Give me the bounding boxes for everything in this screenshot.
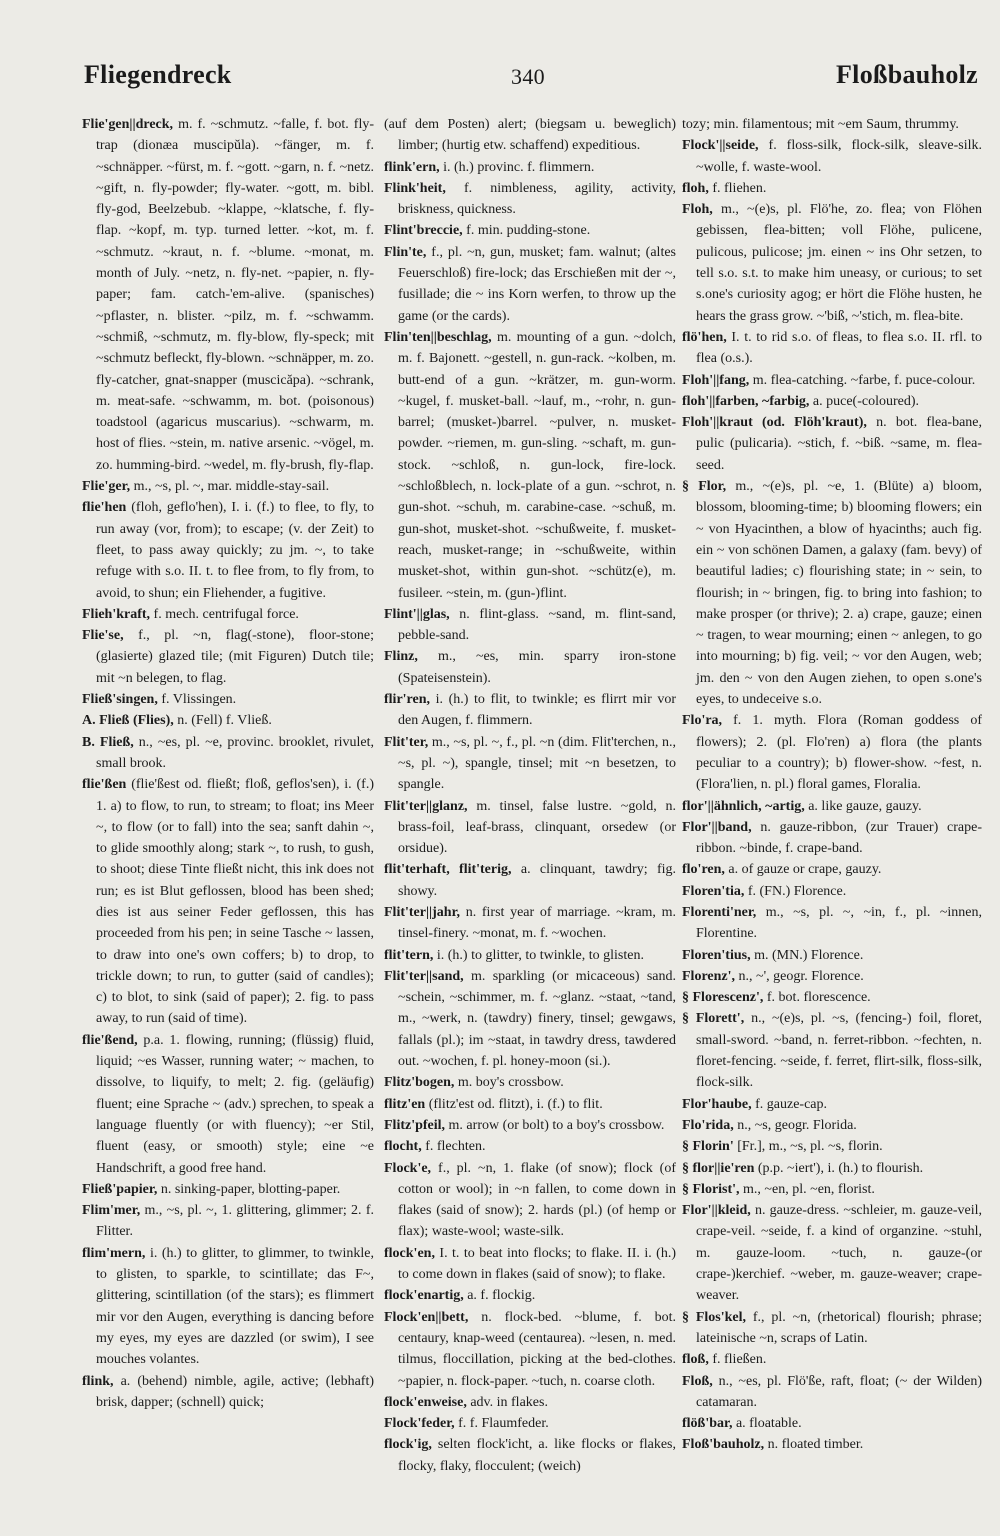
entry-headword: Flint'breccie, [384,223,463,239]
entry-definition: a. clinquant, tawdry; fig. showy. [398,862,676,899]
dictionary-entry [82,689,374,710]
entry-definition: f. fließen. [712,1352,767,1368]
dictionary-entry [384,1158,676,1243]
entry-definition: m. mounting of a gun. ~dolch, m. f. Bajonett. ~gestell, n. gun-rack. ~kolben, m. butt-end of a gun. ~krätzer, m. gun-worm. ~kugel, f. musket-ball. ~lauf, m., ~rohr, n. gun-barrel; (musket-)barrel. ~pulver, n. musket-powder. ~riemen, m. gun-sling. ~schaft, m. gun-stock. ~schloß, n. gun-lock, fire-lock. ~schloßblech, n. lock-plate of a gun. ~schrot, n. gun-shot. ~schuh, m. carabine-case. ~schuß, m. gun-shot, musket-shot. ~schußweite, f. musket-reach, musket-range; in ~schußweite, within musket-shot, within gun-shot. ~schütz(e), m. fusileer. ~stein, m. (gun-)flint. [398,329,676,601]
page-number: 340 [511,64,545,89]
dictionary-entry [682,1094,982,1115]
entry-headword: Flin'te, [384,244,427,260]
entry-headword: § Florett', [682,1011,745,1027]
entry-headword: Floß, [682,1373,713,1389]
entry-headword: § flor||ie'ren [682,1160,755,1176]
dictionary-entry [384,1072,676,1093]
entry-headword: § Flor, [682,479,727,495]
entry-definition: n. first year of marriage. ~kram, m. tinsel-finery. ~monat, m. f. ~wochen. [398,904,676,942]
dictionary-entry [384,220,676,241]
entry-headword: Flit'ter, [384,734,429,750]
dictionary-entry [384,604,676,647]
dictionary-entry [682,1158,982,1179]
entry-headword: Flim'mer, [82,1203,141,1219]
dictionary-entry [682,1136,982,1157]
dictionary-entry [682,114,982,135]
column-middle [384,114,676,1474]
entry-headword: Flit'ter||glanz, [384,798,468,814]
entry-headword: Flo'rida, [682,1117,734,1133]
entry-definition: n. gauze-ribbon, (zur Trauer) crape-ribbon. ~binde, f. crape-band. [696,819,982,857]
entry-definition: n. flint-glass. ~sand, m. flint-sand, pebble-sand. [398,606,676,644]
entry-definition: f. min. pudding-stone. [466,223,591,239]
dictionary-entry [682,817,982,860]
entry-headword: Flit'ter||jahr, [384,904,461,920]
entry-definition: a. floatable. [735,1416,802,1432]
entry-definition: n., ~es, pl. Flö'ße, raft, float; (~ der Wilden) catamaran. [696,1373,982,1410]
dictionary-entry [384,689,676,732]
dictionary-entry [682,796,982,817]
entry-definition: (floh, geflo'hen), I. i. (f.) to flee, to fly, to run away (vor, from); to escape; (v. der Zeit) to fleet, to pass away quickly; zu jm. ~, to take refuge with s.o. II. t. to flee from, to fly from, to avoid, to shun; ein Fliehender, a fugitive. [96,500,374,601]
dictionary-entry [682,710,982,795]
entry-definition: f. f. Flaumfeder. [458,1416,549,1432]
dictionary-entry [384,859,676,902]
dictionary-entry [82,604,374,625]
entry-definition: f. bot. florescence. [766,990,871,1006]
entry-definition: f. mech. centrifugal force. [153,606,299,622]
dictionary-entry [384,1307,676,1392]
entry-headword: floh, [682,180,709,196]
dictionary-entry [682,135,982,178]
entry-definition: i. (h.) to glitter, to glimmer, to twinkle, to glisten, to sparkle, to scintillate; das F~, glittering, scintillation (of the stars); es flimmert mir vor den Augen, everything is dancing before my eyes, my eyes are dazzled (or swim), I see mouches volantes. [96,1245,374,1368]
entry-headword: Flie'se, [82,628,124,644]
running-head-left: Fliegendreck [84,60,232,89]
entry-headword: Flor'||kleid, [682,1203,751,1219]
entry-headword: Flie'gen||dreck, [82,117,174,132]
dictionary-entry [682,859,982,880]
dictionary-entry [682,987,982,1008]
dictionary-entry [682,199,982,327]
entry-headword: Fließ'singen, [82,692,158,708]
entry-headword: flöß'bar, [682,1416,733,1432]
dictionary-entry [82,1371,374,1414]
entry-definition: f. nimbleness, agility, activity, briskness, quickness. [398,180,676,218]
entry-definition: m., ~s, pl. ~, 1. glittering, glimmer; 2. f. Flitter. [96,1203,374,1240]
entry-headword: flor'||ähnlich, ~artig, [682,798,805,814]
entry-headword: § Florescenz', [682,990,764,1006]
dictionary-entry [82,774,374,1030]
dictionary-entry [682,1115,982,1136]
entry-definition: n., ~es, pl. ~e, provinc. brooklet, rivulet, small brook. [96,734,374,771]
dictionary-entry [682,178,982,199]
entry-definition: tozy; min. filamentous; mit ~em Saum, thrummy. [682,117,959,132]
entry-headword: flink'ern, [384,159,440,175]
entry-headword: Flor'haube, [682,1096,752,1112]
dictionary-entry [82,1200,374,1243]
dictionary-entry [384,157,676,178]
dictionary-entry [384,327,676,604]
entry-definition: i. (h.) provinc. f. flimmern. [443,159,595,175]
entry-definition: a. puce(-coloured). [812,393,919,409]
entry-definition: n. sinking-paper, blotting-paper. [160,1181,341,1197]
dictionary-entry [384,1136,676,1157]
entry-definition: f., pl. ~n, (rhetorical) flourish; phrase; lateinische ~n, scraps of Latin. [696,1309,982,1346]
entry-headword: flit'terhaft, flit'terig, [384,862,512,878]
dictionary-entry [384,1392,676,1413]
dictionary-entry [682,881,982,902]
dictionary-entry [682,1307,982,1350]
entry-headword: floß, [682,1352,709,1368]
entry-headword: flitz'en [384,1096,426,1112]
entry-definition: a. (behend) nimble, agile, active; (lebhaft) brisk, dapper; (schnell) quick; [96,1373,374,1410]
entry-headword: Flinz, [384,649,418,665]
dictionary-entry [682,370,982,391]
dictionary-entry [682,327,982,370]
dictionary-entry [82,1030,374,1179]
dictionary-entry [82,1179,374,1200]
running-head-right: Floßbauholz [835,60,978,89]
dictionary-entry [682,1200,982,1306]
entry-definition: f., pl. ~n, 1. flake (of snow); flock (of cotton or wool); in ~n fallen, to come down in flakes (said of snow); 2. hards (pl.) (of hemp or flax); waste-wool; waste-silk. [398,1160,676,1240]
entry-definition: m. sparkling (or micaceous) sand. ~schein, ~schimmer, m. f. ~glanz. ~staat, ~tand, m., ~werk, n. (tawdry) finery, tinsel; gewgaws, fallals (pl.); im ~staat, in tawdry dress, tawdered out. ~wochen, f. pl. honey-moon (si.). [398,968,676,1070]
entry-headword: flit'tern, [384,947,434,963]
entry-definition: f. 1. myth. Flora (Roman goddess of flowers); 2. (pl. Flo'ren) a) flora (the plants peculiar to a country); b) flower-show. ~fest, n. (Flora'lien, n. pl.) floral games, Floralia. [696,713,982,793]
dictionary-entry [682,1371,982,1414]
dictionary-entry [682,476,982,710]
entry-definition: f., pl. ~n, gun, musket; fam. walnut; (altes Feuerschloß) fire-lock; das Erschießen mit der ~, fusillade; die ~ ins Korn werfen, to throw up the game (or the cards). [398,244,676,324]
dictionary-entry [384,796,676,860]
dictionary-entry [682,902,982,945]
entry-headword: Floren'tia, [682,883,745,899]
entry-definition: [Fr.], m., ~s, pl. ~s, florin. [737,1139,883,1155]
page-header [78,52,978,96]
entry-headword: flock'en, [384,1245,435,1261]
dictionary-entry [384,1434,676,1474]
entry-definition: selten flock'icht, a. like flocks or flakes, flocky, flaky, flocculent; (weich) [398,1437,676,1474]
entry-headword: flock'enweise, [384,1394,467,1410]
entry-definition: n., ~s, geogr. Florida. [737,1117,857,1133]
dictionary-entry [384,966,676,1072]
entry-definition: n. bot. flea-bane, pulic (pulicaria). ~stich, f. ~biß. ~same, m. flea-seed. [696,415,982,473]
entry-definition: I. t. to beat into flocks; to flake. II. i. (h.) to come down in flakes (said of snow); to flake. [398,1245,676,1283]
entry-headword: § Florin' [682,1139,734,1155]
entry-headword: flie'hen [82,500,127,516]
entry-headword: Flint'||glas, [384,606,450,622]
entry-definition: n., ~', geogr. Florence. [738,968,864,984]
entry-headword: Flitz'pfeil, [384,1117,446,1133]
dictionary-entry [384,1094,676,1115]
entry-headword: Flin'ten||beschlag, [384,329,492,345]
entry-definition: i. (h.) to flit, to twinkle; es flirrt mir vor den Augen, f. flimmern. [398,692,676,729]
dictionary-entry [82,497,374,603]
entry-headword: Floh'||kraut (od. Flöh'kraut), [682,415,867,431]
dictionary-entry [384,1413,676,1434]
entry-definition: a. like gauze, gauzy. [808,798,922,814]
entry-definition: (flie'ßest od. fließt; floß, geflos'sen), i. (f.) 1. a) to flow, to run, to stream; to float; ins Meer ~, to flow (or to fall) into the sea; sanft dahin ~, to glide smoothly along; stark ~, to rush, to gush, to shoot; diese Tinte fließt nicht, this ink does not run; es ist Blut geflossen, blood has been shed; dies ist aus seiner Feder geflossen, this has proceeded from his pen; in seine Tasche ~ lassen, to draw into one's own coffers; b) to drop, to trickle down; to run, to gutter (said of candles); c) to blot, to sink (said of paper); 2. fig. to pass away, to run (said of time). [96,777,374,1027]
entry-definition: p.a. 1. flowing, running; (flüssig) fluid, liquid; ~es Wasser, running water; ~ machen, to dissolve, to liquify, to melt; 2. fig. (geläufig) fluent; eine Sprache ~ (adv.) sprechen, to speak a language fluently (or with fluency); ~er Stil, fluent (easy, or smooth) style; eine ~e Handschrift, a good free hand. [96,1032,374,1176]
column-right [682,114,982,1474]
entry-definition: m., ~(e)s, pl. Flö'he, zo. flea; von Flöhen gebissen, flea-bitten; voll Flöhe, pulicene, pulicous, pulicose; jm. einen ~ ins Ohr setzen, to tell s.o. s.t. to make him uneasy, or curious; to set s.one's curiosity agog; er hört die Flöhe husten, he hears the grass grow. ~'biß, ~'stich, m. flea-bite. [696,202,982,324]
dictionary-entry [682,1434,982,1455]
entry-definition: f. (FN.) Florence. [747,883,847,899]
entry-headword: Floh'||fang, [682,372,750,388]
entry-headword: Flock'en||bett, [384,1309,469,1325]
dictionary-entry [682,1413,982,1434]
entry-headword: flock'enartig, [384,1288,464,1304]
entry-headword: Flitz'bogen, [384,1075,455,1091]
entry-headword: flo'ren, [682,862,725,878]
dictionary-entry [82,476,374,497]
dictionary-entry [384,902,676,945]
dictionary-entry [384,242,676,327]
dictionary-entry [82,732,374,775]
entry-headword: A. Fließ (Flies), [82,713,174,729]
entry-definition: m. boy's crossbow. [457,1075,564,1091]
dictionary-entry [682,1349,982,1370]
entry-headword: Floren'tius, [682,947,751,963]
entry-headword: flink, [82,1373,114,1389]
entry-definition: adv. in flakes. [470,1394,548,1410]
entry-headword: Flie'ger, [82,479,131,495]
entry-definition: a. of gauze or crape, gauzy. [728,862,882,878]
entry-definition: (auf dem Posten) alert; (biegsam u. beweglich) limber; (hurtig etw. schaffend) expeditious. [384,117,676,154]
entry-definition: m., ~en, pl. ~en, florist. [743,1181,875,1197]
entry-headword: flim'mern, [82,1245,146,1261]
entry-headword: Fließ'papier, [82,1181,158,1197]
entry-headword: Florenz', [682,968,736,984]
entry-definition: m. (MN.) Florence. [754,947,864,963]
dictionary-entry [682,412,982,476]
entry-definition: m., ~s, pl. ~, mar. middle-stay-sail. [133,479,330,495]
entry-headword: flö'hen, [682,329,727,345]
dictionary-entry [384,178,676,221]
dictionary-entry [384,114,676,157]
dictionary-entry [682,945,982,966]
dictionary-entry [384,1285,676,1306]
entry-headword: Florenti'ner, [682,904,757,920]
dictionary-entry [82,1243,374,1371]
entry-headword: § Florist', [682,1181,740,1197]
entry-definition: n. (Fell) f. Vließ. [177,713,272,729]
entry-headword: Floß'bauholz, [682,1437,765,1453]
entry-definition: f. floss-silk, flock-silk, sleave-silk. ~wolle, f. waste-wool. [696,138,982,175]
dictionary-entry [682,1179,982,1200]
dictionary-entry [384,1115,676,1136]
entry-headword: flie'ßend, [82,1032,138,1048]
entry-headword: B. Fließ, [82,734,134,750]
entry-definition: m. f. ~schmutz. ~falle, f. bot. fly-trap (dionæa muscipŭla). ~fänger, m. f. ~schnäpper. ~fürst, m. f. ~gott. ~garn, n. f. ~netz. ~gift, n. fly-powder; fly-water. ~gott, m. bibl. fly-god, Beelzebub. ~klappe, ~klatsche, f. fly-flap. ~kopf, m. typ. turned letter. ~kot, m. f. ~schmutz. ~kraut, n. f. ~blume. ~monat, m. month of July. ~netz, n. fly-net. ~papier, n. fly-paper; fam. catch-'em-alive. (spanisches) ~pflaster, n. blister. ~pilz, m. f. ~schwamm. ~schmiß, ~schmutz, m. fly-blow, fly-speck; mit ~schmutz befleckt, fly-blown. ~schnäpper, m. zo. fly-catcher, gnat-snapper (muscicăpa). ~schrank, m. meat-safe. ~schwamm, m. bot. (poisonous) toadstool (agaricus muscarius). ~schwarm, m. host of flies. ~stein, m. native arsenic. ~vögel, m. zo. humming-bird. ~wedel, m. fly-brush, fly-flap. [96,117,374,473]
entry-definition: f. Vlissingen. [161,692,237,708]
dictionary-entry [384,646,676,689]
entry-definition: m. arrow (or bolt) to a boy's crossbow. [448,1117,665,1133]
entry-definition: I. t. to rid s.o. of fleas, to flea s.o. II. rfl. to flea (o.s.). [696,329,982,367]
entry-definition: m., ~es, min. sparry iron-stone (Spateisenstein). [398,649,676,686]
entry-definition: (flitz'est od. flitzt), i. (f.) to flit. [428,1096,603,1112]
entry-definition: (p.p. ~iert'), i. (h.) to flourish. [757,1160,924,1176]
entry-definition: f. fliehen. [712,180,767,196]
entry-definition: n. floated timber. [767,1437,864,1453]
dictionary-entry [384,945,676,966]
entry-headword: floh'||farben, ~farbig, [682,393,810,409]
entry-headword: flock'ig, [384,1437,432,1453]
entry-headword: Flit'ter||sand, [384,968,464,984]
entry-headword: Flor'||band, [682,819,752,835]
entry-headword: Floh, [682,202,713,218]
entry-definition: n. gauze-dress. ~schleier, m. gauze-veil, crape-veil. ~seide, f. a kind of organzine. ~stuhl, m. gauze-loom. ~tuch, n. gauze-(or crape-)kerchief. ~weber, m. gauze-weaver; crape-weaver. [696,1203,982,1304]
entry-definition: m., ~(e)s, pl. ~e, 1. (Blüte) a) bloom, blossom, blooming-time; b) blooming flowers; ein ~ von Hyacinthen, a blow of hyacinths; auch fig. ein ~ von schönen Damen, a galaxy (fam. bevy) of beautiful ladies; c) flourishing state; in ~ sein, to flourish; in ~ bringen, fig. to bring into fashion; to make prosper (or thrive); 2. a) crape, gauze; einen ~ tragen, to wear mourning; einen ~ anlegen, to go into mourning; b) fig. veil; ~ vor den Augen, web; jm. den ~ von den Augen ziehen, to open s.one's eyes, to undeceive s.o. [696,479,982,708]
entry-headword: Flock'||seide, [682,138,759,154]
entry-headword: Flink'heit, [384,180,446,196]
entry-definition: m. tinsel, false lustre. ~gold, n. brass-foil, leaf-brass, clinquant, orsedew (or orsidue). [398,798,676,857]
entry-headword: flie'ßen [82,777,127,793]
entry-headword: flir'ren, [384,692,431,708]
entry-headword: Flieh'kraft, [82,606,151,622]
dictionary-entry [682,1008,982,1093]
entry-headword: Flock'e, [384,1160,432,1176]
dictionary-entry [82,114,374,476]
entry-headword: Flock'feder, [384,1416,455,1432]
dictionary-entry [682,391,982,412]
entry-definition: f., pl. ~n, flag(-stone), floor-stone; (glasierte) glazed tile; (mit Figuren) Dutch tile; mit ~n belegen, to flag. [96,628,374,686]
entry-headword: Flo'ra, [682,713,723,729]
entry-headword: flocht, [384,1139,422,1155]
dictionary-entry [682,966,982,987]
dictionary-entry [384,732,676,796]
entry-definition: m. flea-catching. ~farbe, f. puce-colour. [752,372,976,388]
dictionary-entry [384,1243,676,1286]
entry-definition: a. f. flockig. [467,1288,536,1304]
entry-definition: m., ~s, pl. ~, ~in, f., pl. ~innen, Florentine. [696,904,982,942]
entry-definition: n. flock-bed. ~blume, f. bot. centaury, knap-weed (centaurea). ~lesen, n. med. tilmus, floccillation, picking at the bed-clothes. ~papier, n. flock-paper. ~tuch, n. coarse cloth. [398,1309,676,1389]
column-left [82,114,374,1474]
dictionary-columns [82,114,982,1474]
entry-headword: § Flos'kel, [682,1309,747,1325]
entry-definition: f. flechten. [425,1139,486,1155]
entry-definition: n., ~(e)s, pl. ~s, (fencing-) foil, floret, small-sword. ~band, n. ferret-ribbon. ~fechten, n. floret-fencing. ~seide, f. ferret, flirt-silk, floss-silk, flock-silk. [696,1011,982,1091]
entry-definition: i. (h.) to glitter, to twinkle, to glisten. [436,947,644,963]
entry-definition: f. gauze-cap. [755,1096,828,1112]
dictionary-entry [82,710,374,731]
dictionary-entry [82,625,374,689]
entry-definition: m., ~s, pl. ~, f., pl. ~n (dim. Flit'terchen, n., ~s, pl. ~), spangle, tinsel; mit ~n besetzen, to spangle. [398,734,676,793]
